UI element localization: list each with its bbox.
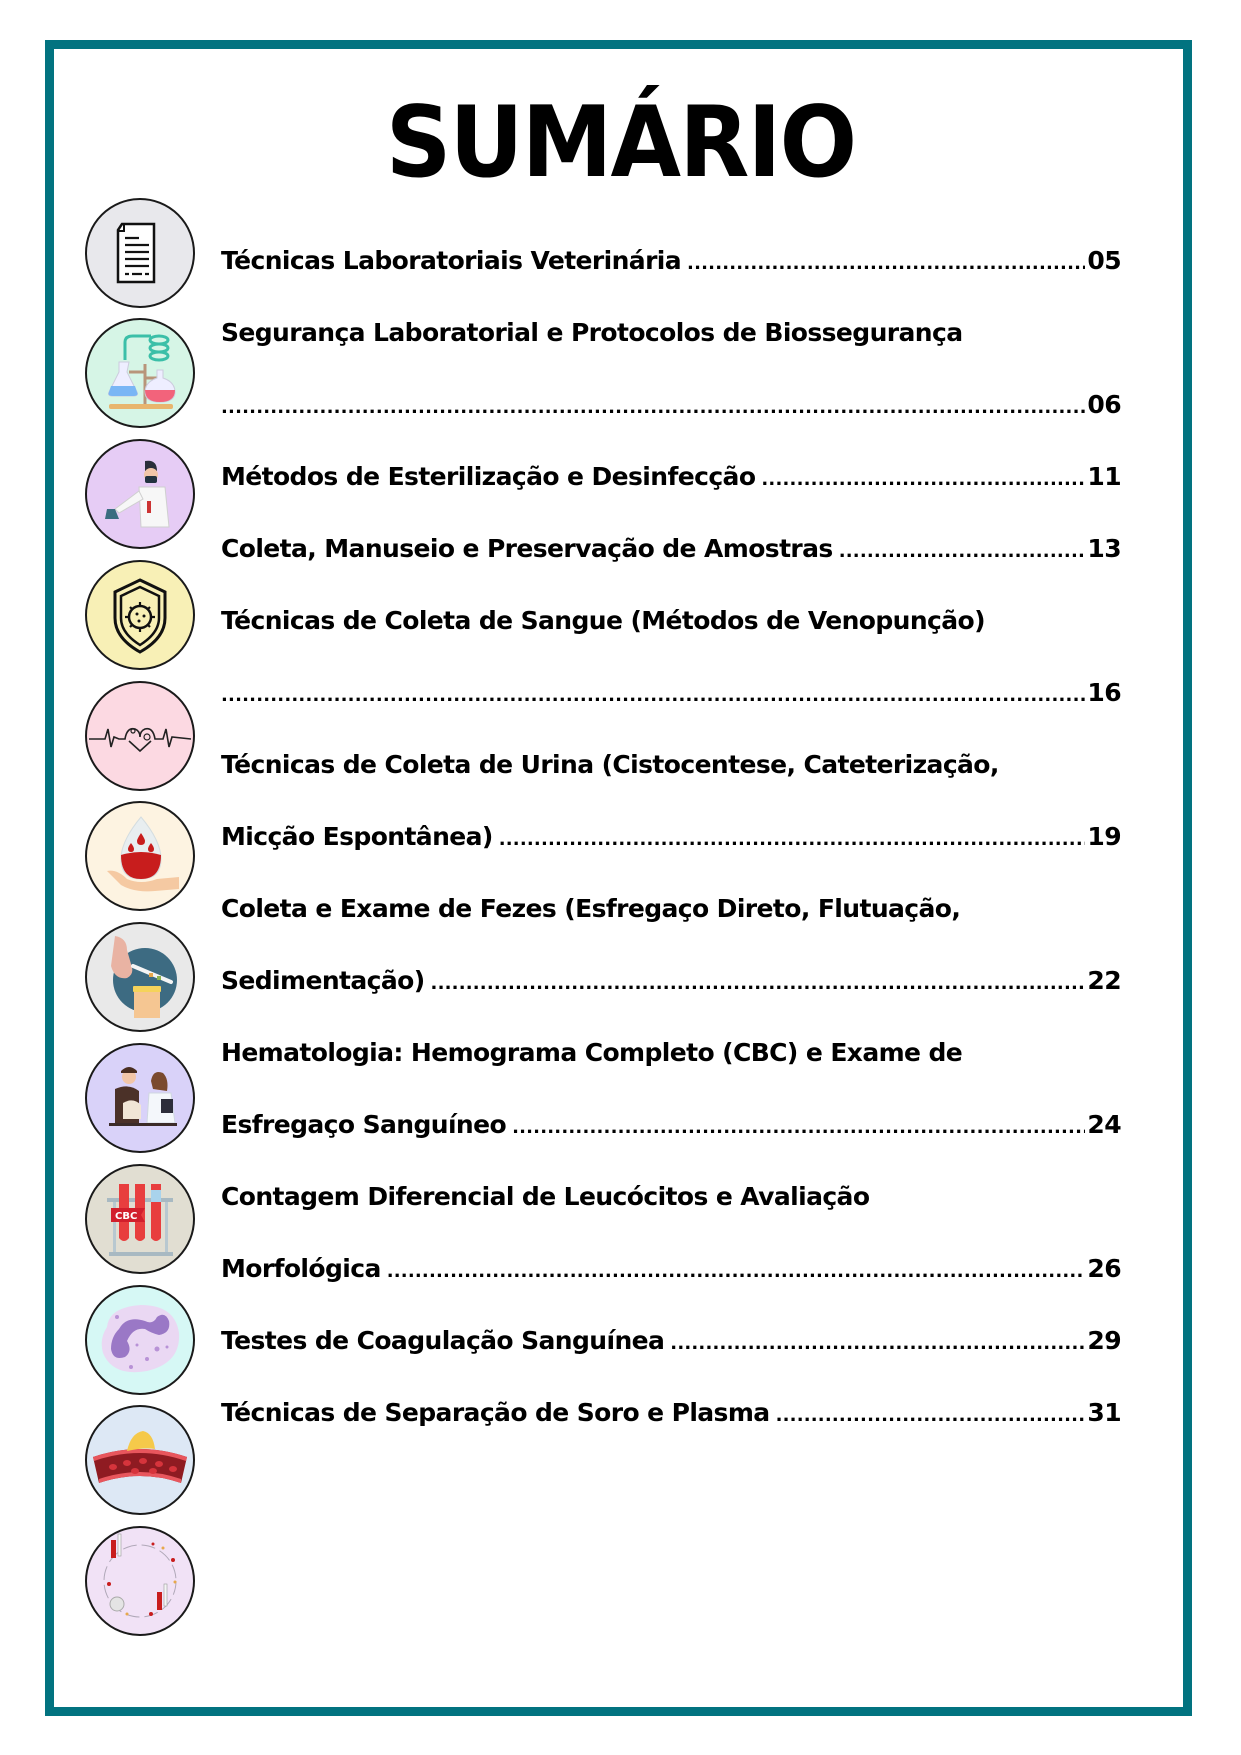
- toc-leader-dots: [499, 829, 1086, 850]
- toc-entry-continuation[interactable]: [221, 678, 1121, 718]
- lab-items-ring-icon: [85, 1526, 195, 1636]
- toc-entry-title: Técnicas de Coleta de Urina (Cistocentese, Cateterização,: [221, 750, 999, 779]
- toc-entry[interactable]: [221, 246, 1121, 286]
- heartbeat-pet-icon: [85, 681, 195, 791]
- toc-entry[interactable]: [221, 1038, 1121, 1078]
- toc-entry-title: Coleta, Manuseio e Preservação de Amostras: [221, 534, 833, 563]
- toc-entry-title: Contagem Diferencial de Leucócitos e Avaliação: [221, 1182, 870, 1211]
- blood-drop-hand-icon: [85, 801, 195, 911]
- toc-page-number: 05: [1087, 246, 1121, 275]
- toc-entry-title: Métodos de Esterilização e Desinfecção: [221, 462, 756, 491]
- toc-entry-title: Técnicas Laboratoriais Veterinária: [221, 246, 682, 275]
- toc-leader-dots: [221, 685, 1085, 706]
- toc-entry-continuation[interactable]: [221, 1254, 1121, 1294]
- toc-entry-continuation[interactable]: [221, 966, 1121, 1006]
- document-icon: [85, 198, 195, 308]
- toc-entry-title: Técnicas de Coleta de Sangue (Métodos de Venopunção): [221, 606, 985, 635]
- blood-vessel-clot-icon: [85, 1405, 195, 1515]
- toc-entry-title: Técnicas de Separação de Soro e Plasma: [221, 1398, 770, 1427]
- toc-entry[interactable]: [221, 534, 1121, 574]
- toc-leader-dots: [431, 973, 1086, 994]
- toc-entry[interactable]: [221, 462, 1121, 502]
- toc-entry-title: Hematologia: Hemograma Completo (CBC) e Exame de: [221, 1038, 963, 1067]
- toc-entry-title: Esfregaço Sanguíneo: [221, 1110, 507, 1139]
- toc-entry-title: Coleta e Exame de Fezes (Esfregaço Direto, Flutuação,: [221, 894, 961, 923]
- toc-leader-dots: [387, 1261, 1086, 1282]
- shield-virus-icon: [85, 560, 195, 670]
- leukocyte-icon: [85, 1285, 195, 1395]
- toc-entry[interactable]: [221, 1326, 1121, 1366]
- urine-test-icon: [85, 922, 195, 1032]
- toc-entry-continuation[interactable]: [221, 822, 1121, 862]
- toc-entry-title: Morfológica: [221, 1254, 381, 1283]
- toc-page-number: 16: [1087, 678, 1121, 707]
- toc-page-number: 29: [1087, 1326, 1121, 1355]
- toc-entry-title: Segurança Laboratorial e Protocolos de Biossegurança: [221, 318, 963, 347]
- vet-consult-icon: [85, 1043, 195, 1153]
- toc-entry-title: Micção Espontânea): [221, 822, 493, 851]
- toc-entry-title: Testes de Coagulação Sanguínea: [221, 1326, 665, 1355]
- cbc-tubes-icon: [85, 1164, 195, 1274]
- toc-entry[interactable]: [221, 606, 1121, 646]
- toc-leader-dots: [512, 1117, 1085, 1138]
- scientist-icon: [85, 439, 195, 549]
- toc-entry-continuation[interactable]: [221, 390, 1121, 430]
- toc-page-number: 13: [1087, 534, 1121, 563]
- toc-leader-dots: [221, 397, 1085, 418]
- toc-leader-dots: [776, 1405, 1086, 1426]
- toc-page-number: 06: [1087, 390, 1121, 419]
- toc-entry[interactable]: [221, 1398, 1121, 1438]
- toc-entry[interactable]: [221, 750, 1121, 790]
- toc-page-number: 11: [1087, 462, 1121, 491]
- svg-text:CBC: CBC: [115, 1211, 138, 1222]
- toc-page-number: 31: [1087, 1398, 1121, 1427]
- page-border: [45, 40, 1192, 1716]
- page-title: SUMÁRIO: [385, 86, 856, 200]
- toc-leader-dots: [839, 541, 1086, 562]
- toc-entry-title: Sedimentação): [221, 966, 425, 995]
- lab-glassware-icon: [85, 318, 195, 428]
- toc-page-number: 26: [1087, 1254, 1121, 1283]
- toc-leader-dots: [687, 253, 1085, 274]
- toc-entry[interactable]: [221, 318, 1121, 358]
- toc-leader-dots: [670, 1333, 1085, 1354]
- toc-page-number: 19: [1087, 822, 1121, 851]
- toc-entry[interactable]: [221, 894, 1121, 934]
- toc-entry[interactable]: [221, 1182, 1121, 1222]
- toc-leader-dots: [761, 469, 1085, 490]
- toc-page-number: 24: [1087, 1110, 1121, 1139]
- toc-page-number: 22: [1087, 966, 1121, 995]
- toc-entry-continuation[interactable]: [221, 1110, 1121, 1150]
